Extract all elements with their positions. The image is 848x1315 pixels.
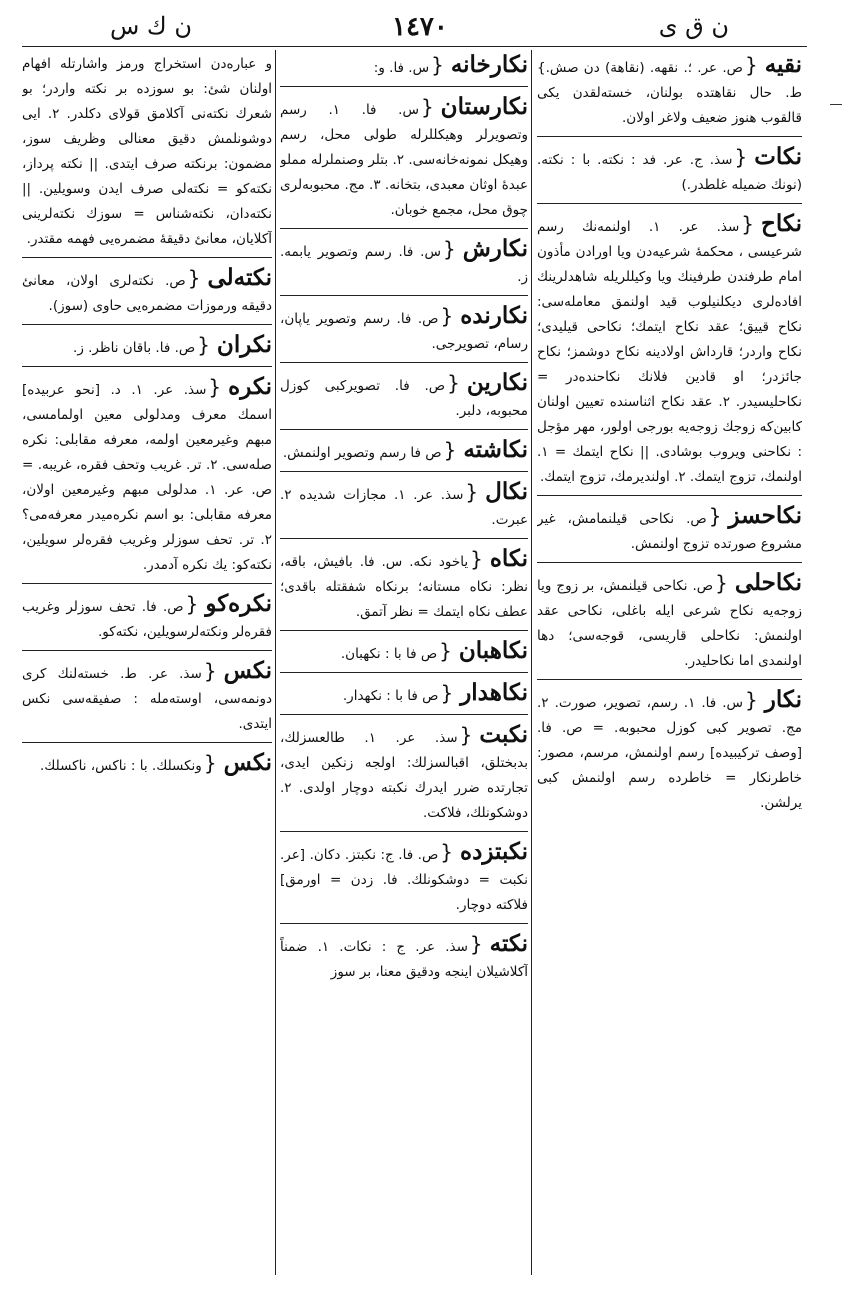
brace-glyph: {	[185, 592, 199, 616]
entry-headword: نكاه	[489, 545, 528, 572]
entry-headword: نكارنده	[460, 302, 528, 329]
brace-glyph: {	[734, 145, 748, 169]
column-right	[537, 52, 802, 1274]
entry-headword: نكره	[228, 373, 272, 400]
entry-definition: س. فا. رسم وتصوير يابمه. ز.	[280, 244, 528, 285]
dictionary-entry	[280, 722, 528, 832]
dictionary-entry	[280, 839, 528, 924]
dictionary-entry	[280, 370, 528, 430]
brace-glyph: {	[187, 266, 201, 290]
brace-glyph: {	[440, 681, 454, 705]
brace-glyph: {	[715, 571, 728, 595]
entry-headword: نكال	[485, 478, 528, 505]
entry-headword: نكاحسز	[728, 502, 802, 529]
entry-definition: ص. نكته‌لرى اولان، معانئ دقيقه ورموزات مضمره‌يى حاوى (سوز).	[22, 273, 272, 314]
brace-glyph: {	[744, 53, 758, 77]
brace-glyph: {	[197, 333, 210, 357]
brace-glyph: {	[431, 53, 444, 77]
entry-headword: نكس	[223, 749, 272, 776]
dictionary-entry	[280, 303, 528, 363]
brace-glyph: {	[440, 840, 454, 864]
brace-glyph: {	[470, 547, 483, 571]
entry-definition: سذ. عر. ١. طالعسزلك، بدبختلق، اقبالسزلك: اولجه زنكين ايدى، تجارتده ضرر ايدرك نكبته دوچار اولدى. ٢. دوشكونلك، فلاكت.	[280, 730, 528, 821]
entry-headword: نكارخانه	[450, 52, 528, 78]
entry-definition: سذ. عر. ١. د. [نحو عربيده] اسمك معرف ومدلولى معين اولمامسى، مبهم وغيرمعين اولمه، معرفه مقابلى: نكره صله‌سى. ٢. تر. غريب وتحف فقره، غريبه. = ص. عر. ١. مدلولى مبهم وغيرمعين اولان، معرفه مقابلى: بو اسم نكره‌ميدر معرفه‌مى؟ ٢. تر. تحف سوزلر وغريب فقره‌لر سويلين، نكته‌كو: يك نكره آدمدر.	[22, 382, 272, 573]
entry-definition: سذ. ج. عر. فد : نكته. با : نكته. (نونك ضميله غلطدر.)	[537, 152, 802, 193]
dictionary-entry	[280, 931, 528, 990]
entry-definition: س. فا. ١. رسم وتصويرلر وهيكللرله طولى محل، رسم وهيكل نمونه‌خانه‌سى. ٢. بتلر وصنملرله مملو عبدهٔ اوثان معبدى، بتخانه. ٣. مج. محبوبه‌لرى چوق محل، مجمع خوبان.	[280, 102, 528, 218]
column-divider	[531, 50, 532, 1275]
dictionary-entry	[22, 591, 272, 651]
entry-definition: ص. فا. رسم وتصوير ياپان، رسام، تصويرجى.	[280, 311, 528, 352]
dictionary-entry	[280, 638, 528, 673]
entry-headword: نكره‌كو	[205, 590, 272, 617]
dictionary-entry	[537, 52, 802, 137]
entry-definition: س. فا. و:	[373, 60, 430, 76]
entry-headword: نكته‌لى	[207, 264, 272, 291]
entry-headword: نكبت	[479, 721, 528, 748]
entry-definition: ص. فا. باقان ناظر. ز.	[73, 340, 196, 356]
brace-glyph: {	[465, 480, 479, 504]
dictionary-entry	[22, 658, 272, 743]
entry-headword: نكاهبان	[458, 637, 528, 664]
brace-glyph: {	[208, 375, 222, 399]
brace-glyph: {	[443, 438, 457, 462]
dictionary-entry	[280, 680, 528, 715]
brace-glyph: {	[741, 212, 755, 236]
margin-mark	[830, 104, 842, 105]
dictionary-entry-continued	[22, 52, 272, 258]
entry-definition: سذ. عر. ١. مجازات شديده ٢. عبرت.	[280, 487, 528, 528]
dictionary-entry	[22, 332, 272, 367]
dictionary-entry	[22, 374, 272, 584]
entry-headword: نكارستان	[440, 93, 528, 120]
entry-headword: نكات	[754, 143, 802, 170]
entry-definition: ص. فا. ج: نكبتز. دكان. [عر. نكبت = دوشكونلك. فا. زدن = اورمق] فلاكته دوچار.	[280, 847, 528, 913]
dictionary-entry	[280, 94, 528, 229]
header-right-guide: ن ق ى	[658, 12, 729, 40]
entry-definition: سذ. عر. ط. خسته‌لنك كرى دونمه‌سى، اوسته‌مله : صفيقه‌سى نكس ايتدى.	[22, 666, 272, 732]
page-number: ١٤٧٠	[392, 12, 448, 42]
brace-glyph: {	[439, 639, 452, 663]
entry-definition: ص. نكاحى قيلنمامش، غير مشروع صورتده تزوج اولنمش.	[537, 511, 802, 552]
entry-definition: و عباره‌دن استخراج ورمز واشارتله افهام اولنان شئ: بو سوزده بر نكته واردر؛ بو شعرك نكته‌نى آكلامق قولاى دكلدر. ٢. ايى دوشونلمش دقيق معنالى وظريف سوز، مضمون: برنكته صرف ايتدى. || نكته پرداز، نكته‌كو = نكته‌لى صرف ايدن وسويلين. || نكته‌دان، نكته‌شناس = سوزك نكته‌لرينى آكلايان، معانئ دقيقهٔ مضمره‌يى فهمه مقتدر.	[22, 56, 272, 247]
entry-definition: ص. عر. ؛. نقهه. (نقاهة) دن صش.} ط. حال نقاهتده بولنان، خسته‌لقدن يكى قالقوب هنوز ضعيف ولاغر اولان.	[537, 60, 802, 126]
entry-definition: سذ. عر. ١. اولنمه‌نك رسم شرعيسى ، محكمهٔ شرعيه‌دن ويا اورادن مأذون امام طرفندن طرفينك ويا وكيللريله شاهدلرينك افاده‌لرى ديكلنيلوب قيد اولنمق معامله‌سى: نكاح قييق؛ عقد نكاح ايتمك؛ نكاحى قيليدى؛ نكاح واردر؛ قارداش اولادينه نكاح دوشمز؛ نكاح جائزدر؛ او قادين فلانك نكاحنده‌در = نكاحليسيدر. ٢. عقد نكاح اثناسنده تعيين اولنان كابين‌كه زوجك زوجه‌يه بورجى اولور، مهر مؤجل : نكاحنى ويروب بوشادى. || نكاح ايتمك = ١. اولنمك، تزوج ايتمك. ٢. اولنديرمك، تزوج ايتمك.	[537, 219, 802, 485]
entry-headword: نقيه	[764, 52, 802, 78]
brace-glyph: {	[469, 932, 483, 956]
page-header	[22, 8, 807, 42]
column-left	[22, 52, 272, 1274]
dictionary-entry	[22, 265, 272, 325]
entry-definition: ص فا با : نكهبان.	[340, 646, 438, 662]
entry-definition: ص. فا. تصويركبى كوزل محبوبه، دلبر.	[280, 378, 528, 419]
entry-definition: ص فا با : نكهدار.	[342, 688, 439, 704]
column-divider	[275, 50, 276, 1275]
dictionary-entry	[280, 479, 528, 539]
entry-headword: نكار	[764, 686, 802, 713]
entry-headword: نكاشته	[463, 436, 528, 463]
brace-glyph: {	[203, 751, 217, 775]
dictionary-entry	[280, 437, 528, 472]
entry-definition: ص. فا. تحف سوزلر وغريب فقره‌لر ونكته‌لرسويلين، نكته‌كو.	[22, 599, 272, 640]
entry-headword: نكران	[216, 331, 272, 358]
entry-headword: نكاهدار	[460, 679, 528, 706]
entry-headword: نكس	[223, 657, 272, 684]
dictionary-entry	[537, 144, 802, 204]
entry-headword: نكارين	[466, 369, 528, 396]
dictionary-entry	[280, 546, 528, 631]
entry-definition: س. فا. ١. رسم، تصوير، صورت. ٢. مج. تصوير كبى كوزل محبوبه. = ص. فا. [وصف تركيبيده] رسم اولنمش، مرسم، مصور: خاطرنكار = خاطرده رسم اولنمش كبى يرلشن.	[537, 695, 802, 811]
brace-glyph: {	[442, 237, 456, 261]
entry-definition: ونكسلك. با : ناكس، ناكسلك.	[39, 758, 202, 774]
entry-headword: نكته	[489, 930, 528, 957]
entry-headword: نكارش	[462, 235, 528, 262]
entry-headword: نكبتزده	[460, 838, 528, 865]
dictionary-entry	[280, 236, 528, 296]
dictionary-entry	[22, 750, 272, 784]
dictionary-entry	[537, 570, 802, 680]
dictionary-entry	[280, 52, 528, 87]
dictionary-entry	[537, 211, 802, 496]
entry-definition: ياخود نكه. س. فا. بافيش، باقه، نظر: نكاه مستانه؛ برنكاه شفقتله باقدى؛ عطف نكاه ايتمك = نظر آتمق.	[280, 554, 528, 620]
dictionary-entry	[537, 503, 802, 563]
dictionary-entry	[537, 687, 802, 821]
brace-glyph: {	[440, 304, 454, 328]
entry-definition: ص فا رسم وتصوير اولنمش.	[282, 445, 442, 461]
brace-glyph: {	[203, 659, 217, 683]
entry-headword: نكاح	[761, 210, 802, 237]
brace-glyph: {	[459, 723, 473, 747]
column-middle	[280, 52, 528, 1274]
header-rule	[22, 46, 807, 47]
brace-glyph: {	[708, 504, 722, 528]
entry-definition: سذ. عر. ج : نكات. ١. ضمناً آكلاشيلان اينجه ودقيق معنا، بر سوز	[280, 939, 528, 980]
entry-headword: نكاحلى	[734, 569, 802, 596]
brace-glyph: {	[447, 371, 460, 395]
brace-glyph: {	[745, 688, 758, 712]
entry-definition: ص. نكاحى قيلنمش، بر زوج ويا زوجه‌يه نكاح شرعى ايله باغلى، نكاحى عقد اولنمش: نكاحلى قاريسى، قوجه‌سى؛ دها اولنمدى اما نكاحليدر.	[537, 578, 802, 669]
header-left-guide: ن ك س	[110, 12, 192, 40]
brace-glyph: {	[420, 95, 434, 119]
